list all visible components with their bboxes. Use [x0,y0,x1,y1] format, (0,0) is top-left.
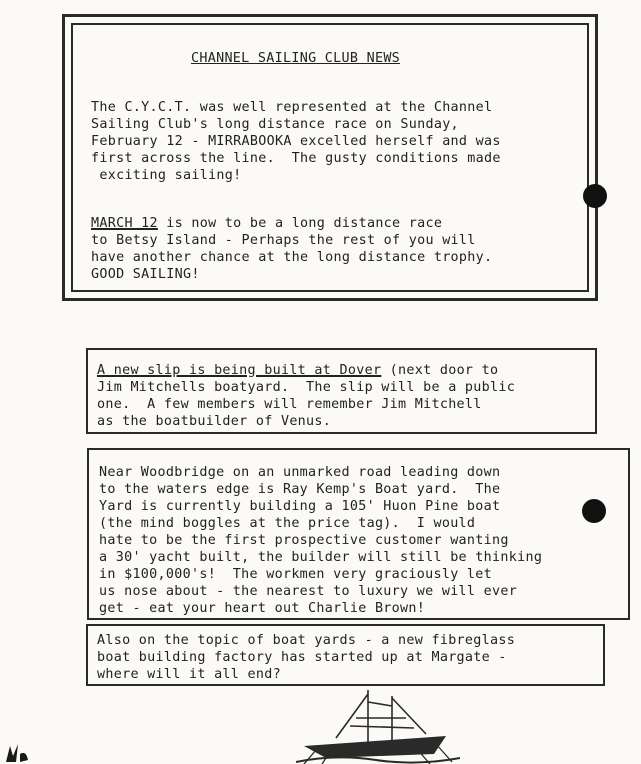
boat-illustration-icon [296,688,460,764]
sign-off: GOOD SAILING! [91,267,200,282]
race-report-paragraph [91,99,501,184]
dover-slip-paragraph [97,362,515,430]
dover-slip-line: as the boatbuilder of Venus. [97,414,332,429]
woodbridge-line: Near Woodbridge on an unmarked road leading down [99,465,501,480]
march-race-paragraph [91,215,492,283]
woodbridge-line: in $100,000's! The workmen very graciously let [99,567,493,582]
woodbridge-line: us nose about - the nearest to luxury we will ever [99,584,518,599]
race-report-line: February 12 - MIRRABOOKA excelled herself and was [91,134,501,149]
woodbridge-paragraph [99,464,542,617]
race-report-line: first across the line. The gusty conditions made [91,151,501,166]
page-title: CHANNEL SAILING CLUB NEWS [191,51,401,66]
dover-slip-line: Jim Mitchells boatyard. The slip will be a public [97,380,516,395]
dover-slip-line: (next door to [381,363,499,378]
race-report-line: Sailing Club's long distance race on Sunday, [91,117,459,132]
margate-paragraph [97,632,515,683]
club-news-box [62,14,598,301]
woodbridge-line: Yard is currently building a 105' Huon Pine boat [99,499,501,514]
woodbridge-line: to the waters edge is Ray Kemp's Boat yard. The [99,482,501,497]
woodbridge-boatyard-box [87,448,630,620]
binder-hole-icon [583,184,607,208]
binder-hole-icon [582,499,606,523]
margate-factory-box [86,624,605,686]
march-race-line: to Betsy Island - Perhaps the rest of you will [91,233,476,248]
race-report-line: The C.Y.C.T. was well represented at the Channel [91,100,493,115]
woodbridge-line: hate to be the first prospective customer wanting [99,533,509,548]
march-date-heading: MARCH 12 [91,216,158,231]
dover-slip-box [86,348,597,434]
woodbridge-line: (the mind boggles at the price tag). I would [99,516,476,531]
margate-line: boat building factory has started up at Margate - [97,650,507,665]
woodbridge-line: a 30' yacht built, the builder will still be thinking [99,550,543,565]
race-report-line: exciting sailing! [91,168,242,183]
margate-line: where will it all end? [97,667,281,682]
dover-slip-line: one. A few members will remember Jim Mitchell [97,397,482,412]
dover-slip-headline: A new slip is being built at Dover [97,363,382,378]
margate-line: Also on the topic of boat yards - a new fibreglass [97,633,516,648]
corner-scribble-icon [4,742,30,764]
woodbridge-line: get - eat your heart out Charlie Brown! [99,601,426,616]
march-race-line: is now to be a long distance race [157,216,443,231]
march-race-line: have another chance at the long distance trophy. [91,250,493,265]
